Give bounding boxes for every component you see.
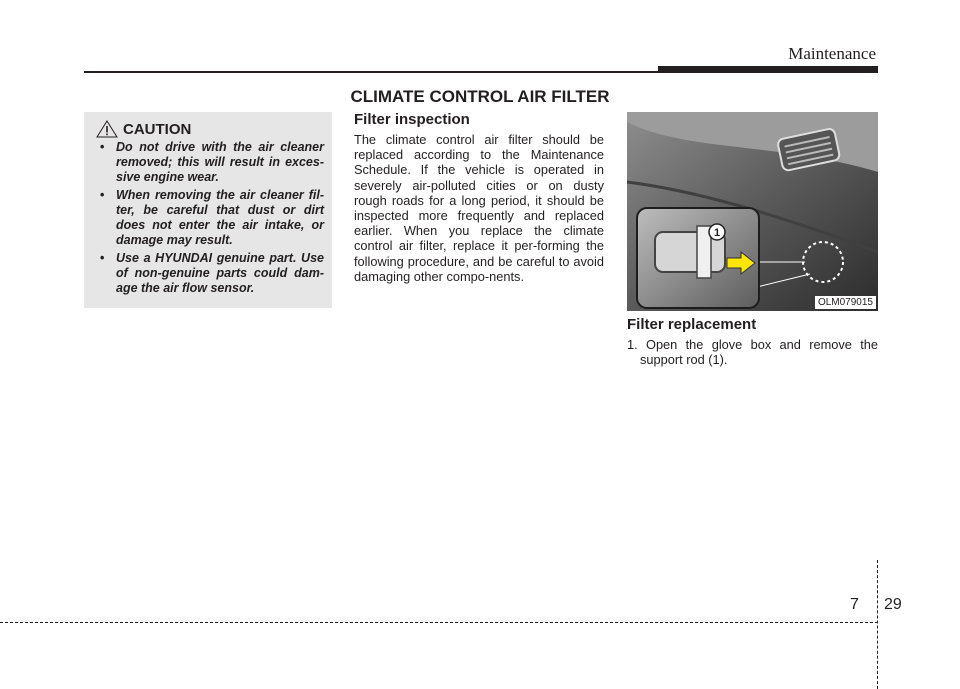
caution-item: • Use a HYUNDAI genuine part. Use of non-genuine parts could dam-age the air flow sensor. [100, 251, 324, 295]
chapter-number: 7 [850, 596, 859, 613]
dashboard-illustration [627, 112, 878, 311]
page-number: 29 [884, 596, 902, 613]
filter-replacement-section [627, 316, 878, 367]
caution-list [92, 140, 324, 296]
header-rule [84, 71, 684, 73]
filter-inspection-section [354, 111, 604, 284]
warning-triangle-icon [96, 120, 118, 138]
filter-inspection-heading: Filter inspection [354, 111, 470, 128]
header-rule-bold [658, 66, 878, 73]
bullet-icon: • [100, 188, 105, 202]
bullet-icon: • [100, 251, 105, 265]
filter-inspection-text: The climate control air filter should be replaced according to the Maintenance Schedule. If the vehicle is operated in severely air-polluted cities or on dusty rough roads for a long period, it should be inspected more frequently and replaced earlier. When you replace the climate control air filter, replace it per-forming the following procedure, and be careful to avoid damaging other compo-nents. [354, 132, 604, 284]
replacement-step: 1. Open the glove box and remove the support rod (1). [627, 337, 878, 368]
caution-label: CAUTION [123, 120, 192, 138]
figure-code: OLM079015 [815, 296, 876, 309]
caution-item: • Do not drive with the air cleaner removed; this will result in exces-sive engine wear. [100, 140, 324, 184]
page-number-divider [877, 560, 878, 689]
caution-header [96, 120, 324, 138]
callout-number: 1 [713, 227, 721, 239]
running-header: Maintenance [788, 44, 876, 63]
bullet-icon: • [100, 140, 105, 154]
filter-replacement-heading: Filter replacement [627, 316, 757, 333]
section-title: CLIMATE CONTROL AIR FILTER [350, 87, 610, 106]
footer-rule [0, 622, 878, 623]
caution-box [84, 112, 332, 308]
glove-box-photo [627, 112, 878, 311]
caution-item: • When removing the air cleaner fil-ter, be careful that dust or dirt does not enter the air intake, or damage may result. [100, 188, 324, 247]
